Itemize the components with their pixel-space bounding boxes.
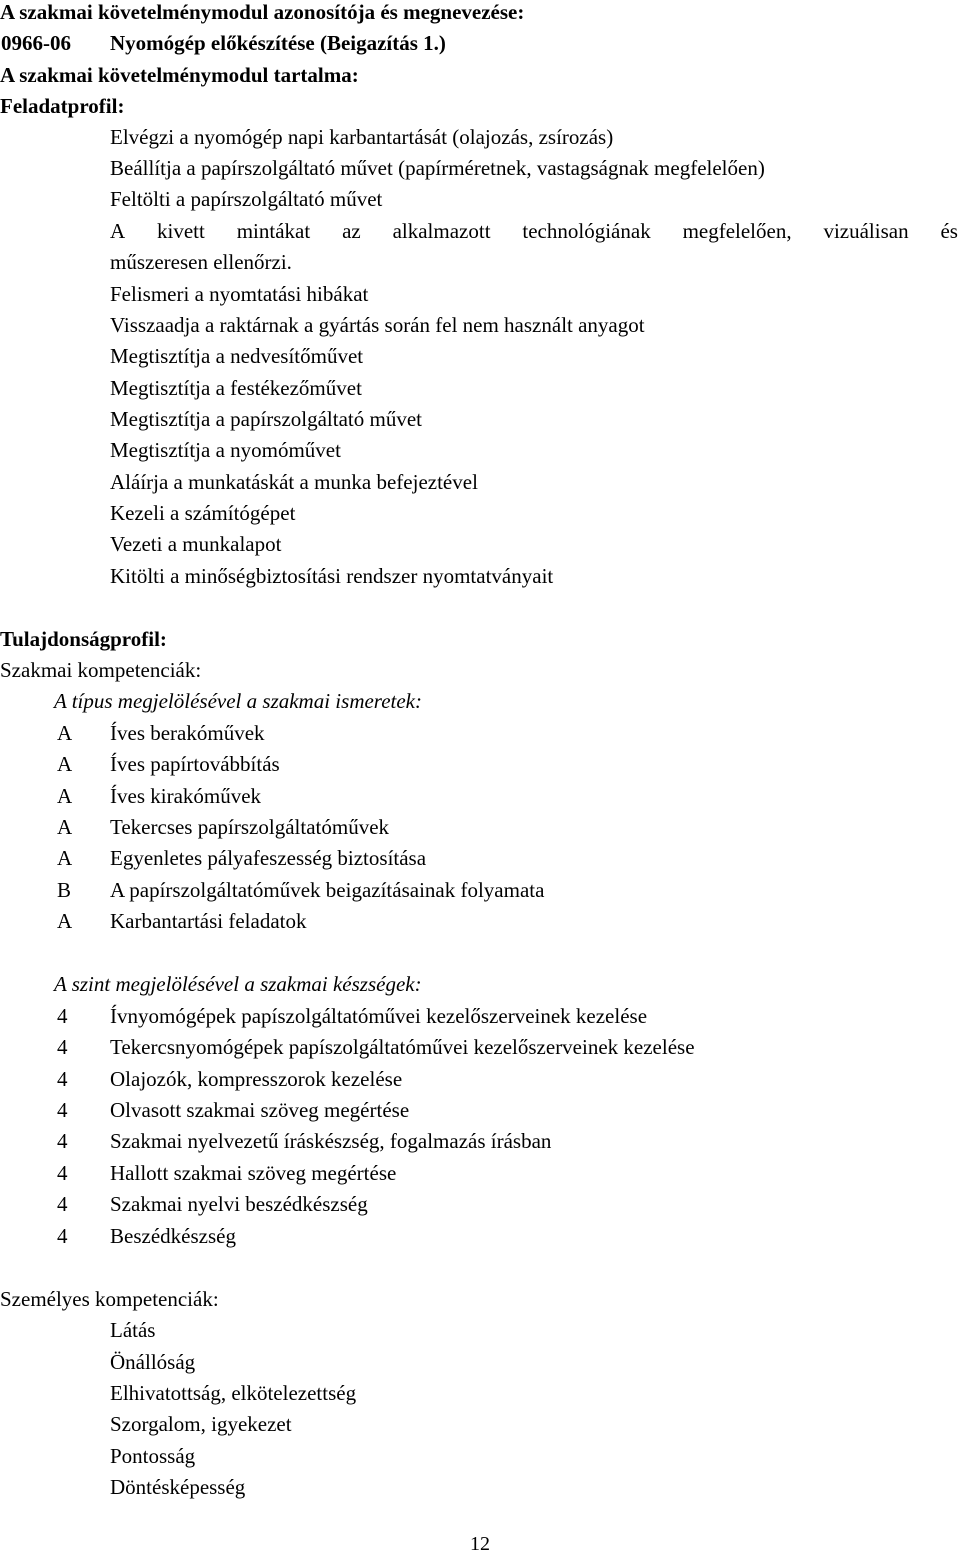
task-item: Elvégzi a nyomógép napi karbantartását (olajozás, zsírozás) [110,125,614,149]
task-item: Kitölti a minőségbiztosítási rendszer nyomtatványait [110,564,554,588]
knowledge-heading: A típus megjelölésével a szakmai ismeretek: [54,689,422,713]
skill-row [0,1161,960,1185]
task-item: Aláírja a munkatáskát a munka befejeztével [110,470,478,494]
personal-item: Szorgalom, igyekezet [110,1412,292,1436]
word: vizuálisan [823,219,909,243]
skill-row [0,1192,960,1216]
property-profile-heading: Tulajdonságprofil: [0,627,167,651]
personal-item: Önállóság [110,1350,196,1374]
module-code: 0966-06 [1,31,71,55]
skill-text: Szakmai nyelvezetű íráskészség, fogalmazás írásban [110,1129,552,1153]
module-label: A szakmai követelménymodul azonosítója és megnevezése: [0,0,525,24]
skill-level: 4 [57,1129,68,1153]
knowledge-text: Karbantartási feladatok [110,909,307,933]
knowledge-row [0,815,960,839]
knowledge-row [0,909,960,933]
knowledge-row [0,878,960,902]
skill-level: 4 [57,1004,68,1028]
skill-level: 4 [57,1161,68,1185]
skill-level: 4 [57,1098,68,1122]
task-item-justified [110,219,958,243]
knowledge-type: A [57,815,73,839]
task-item: Visszaadja a raktárnak a gyártás során fel nem használt anyagot [110,313,645,337]
task-item: Megtisztítja a nedvesítőművet [110,344,364,368]
personal-item: Pontosság [110,1444,196,1468]
task-item: Megtisztítja a nyomóművet [110,438,341,462]
personal-competencies-label: Személyes kompetenciák: [0,1287,219,1311]
skill-text: Hallott szakmai szöveg megértése [110,1161,397,1185]
word: alkalmazott [392,219,491,243]
skill-row [0,1035,960,1059]
skill-level: 4 [57,1192,68,1216]
skill-level: 4 [57,1067,68,1091]
knowledge-type: A [57,846,73,870]
word: mintákat [236,219,311,243]
knowledge-text: Egyenletes pályafeszesség biztosítása [110,846,427,870]
professional-competencies-label: Szakmai kompetenciák: [0,658,202,682]
knowledge-text: Íves berakóművek [110,721,265,745]
skills-heading: A szint megjelölésével a szakmai készségek: [54,972,422,996]
personal-item: Elhivatottság, elkötelezettség [110,1381,357,1405]
task-item: Megtisztítja a papírszolgáltató művet [110,407,422,431]
knowledge-text: Íves kirakóművek [110,784,262,808]
task-item: Megtisztítja a festékezőművet [110,376,362,400]
skill-level: 4 [57,1035,68,1059]
task-item: Kezeli a számítógépet [110,501,296,525]
module-name: Nyomógép előkészítése (Beigazítás 1.) [110,31,446,55]
personal-item: Látás [110,1318,156,1342]
knowledge-text: A papírszolgáltatóművek beigazításainak folyamata [110,878,545,902]
task-item: Beállítja a papírszolgáltató művet (papírméretnek, vastagságnak megfelelően) [110,156,765,180]
word: A [110,219,126,243]
content-label: A szakmai követelménymodul tartalma: [0,63,359,87]
skill-text: Tekercsnyomógépek papíszolgáltatóművei kezelőszerveinek kezelése [110,1035,695,1059]
skill-text: Beszédkészség [110,1224,236,1248]
knowledge-row [0,752,960,776]
knowledge-text: Tekercses papírszolgáltatóművek [110,815,390,839]
knowledge-type: A [57,752,73,776]
word: és [940,219,958,243]
knowledge-type: A [57,784,73,808]
skill-row [0,1004,960,1028]
task-profile-heading: Feladatprofil: [0,94,125,118]
knowledge-type: A [57,909,73,933]
page-number: 12 [470,1533,490,1555]
skill-row [0,1129,960,1153]
word: az [342,219,361,243]
knowledge-row [0,846,960,870]
skill-row [0,1224,960,1248]
knowledge-type: A [57,721,73,745]
task-item: Vezeti a munkalapot [110,532,282,556]
skill-level: 4 [57,1224,68,1248]
knowledge-row [0,721,960,745]
skill-row [0,1067,960,1091]
skill-row [0,1098,960,1122]
word: megfelelően, [682,219,792,243]
knowledge-type: B [57,878,72,902]
skill-text: Szakmai nyelvi beszédkészség [110,1192,368,1216]
task-item-continuation: műszeresen ellenőrzi. [110,250,292,274]
word: technológiának [522,219,651,243]
knowledge-row [0,784,960,808]
personal-item: Döntésképesség [110,1475,246,1499]
skill-text: Ívnyomógépek papíszolgáltatóművei kezelőszerveinek kezelése [110,1004,648,1028]
skill-text: Olvasott szakmai szöveg megértése [110,1098,410,1122]
skill-text: Olajozók, kompresszorok kezelése [110,1067,403,1091]
task-item: Feltölti a papírszolgáltató művet [110,187,383,211]
word: kivett [157,219,205,243]
knowledge-text: Íves papírtovábbítás [110,752,280,776]
task-item: Felismeri a nyomtatási hibákat [110,282,369,306]
